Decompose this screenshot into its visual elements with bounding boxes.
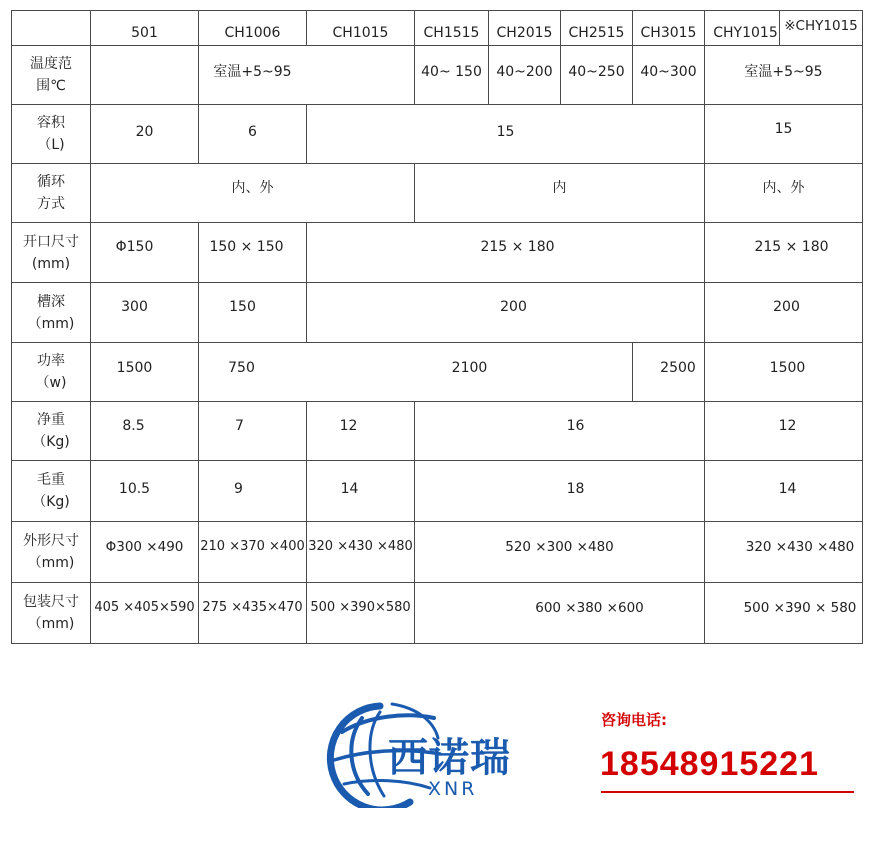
depth-501: 300 [121,299,148,315]
header-ch2515: CH2515 [568,25,625,41]
temp-room-left: 室温+5~95 [213,64,292,80]
gross-501: 10.5 [118,481,151,497]
header-ch1006: CH1006 [224,25,281,41]
header-ch2015: CH2015 [496,25,553,41]
label-gross-weight [12,461,90,521]
label-line: (mm) [31,255,71,272]
volume-right: 15 [774,121,793,137]
contact-phone[interactable]: 18548915221 [600,745,820,783]
brand-name-en: XNR [428,778,478,800]
temp-ch3015: 40~300 [640,64,697,80]
label-line: 外形尺寸 [23,533,79,549]
pack-mid: 600 ×380 ×600 [535,600,644,616]
net-right: 12 [778,418,797,434]
outer-mid: 520 ×300 ×480 [505,539,614,555]
gross-right: 14 [778,481,797,497]
outer-ch1006: 210 ×370 ×400 [200,539,305,554]
power-mid: 2100 [451,360,488,376]
label-line: （mm) [27,616,75,632]
opening-ch1006: 150 × 150 [209,239,284,255]
pack-right: 500 ×390 × 580 [743,600,857,616]
label-opening [12,223,90,282]
power-ch3015: 2500 [660,360,696,376]
label-line: （Kg) [32,494,70,510]
label-line: 包装尺寸 [23,594,79,610]
temp-room-right: 室温+5~95 [744,64,823,80]
label-line: 围℃ [36,78,66,94]
gross-ch1006: 9 [234,481,243,497]
outer-right: 320 ×430 ×480 [745,539,855,555]
phone-underline [601,791,854,793]
label-circulation [12,164,90,222]
label-line: （L) [37,137,65,153]
label-line: 槽深 [37,293,65,310]
label-line: （mm) [27,315,75,332]
header-ch1515: CH1515 [423,25,480,41]
label-power [12,343,90,401]
power-ch1006: 750 [228,360,255,376]
depth-right: 200 [773,299,800,315]
gross-ch1015: 14 [340,481,359,497]
circ-right: 内、外 [762,180,805,196]
outer-501: Φ300 ×490 [105,539,184,555]
label-line: （w) [35,375,67,391]
label-line: 容积 [37,115,65,131]
temp-ch2515: 40~250 [568,64,625,80]
label-line: 功率 [37,353,65,369]
label-net-weight [12,402,90,460]
header-ch1015: CH1015 [332,25,389,41]
label-line: 开口尺寸 [23,233,79,250]
contact-label: 咨询电话: [601,711,667,729]
opening-right: 215 × 180 [754,239,829,255]
net-501: 8.5 [122,418,145,434]
label-line: 方式 [37,196,65,212]
circ-mid: 内 [552,180,567,196]
gross-mid: 18 [566,481,585,497]
label-outer-size [12,522,90,582]
outer-ch1015: 320 ×430 ×480 [308,539,413,554]
label-line: （mm) [27,555,75,571]
label-line: 净重 [37,412,65,428]
header-note: ※CHY1015 [784,18,858,34]
label-volume [12,105,90,163]
net-mid: 16 [566,418,585,434]
label-line: 毛重 [37,472,65,488]
table-border-bottom [11,643,862,644]
pack-ch1006: 275 ×435×470 [202,600,303,615]
depth-mid: 200 [500,299,527,315]
volume-501: 20 [135,124,154,140]
header-chy1015: CHY1015 [713,25,778,41]
brand-logo [322,698,562,808]
pack-501: 405 ×405×590 [94,600,195,615]
label-temperature [12,46,90,104]
net-ch1015: 12 [339,418,358,434]
net-ch1006: 7 [235,418,244,434]
temp-ch2015: 40~200 [496,64,553,80]
power-501: 1500 [116,360,153,376]
depth-ch1006: 150 [229,299,256,315]
power-right: 1500 [769,360,806,376]
brand-name-cn: 西诺瑞 [388,735,511,781]
opening-501: Φ150 [115,239,154,255]
label-line: （Kg) [32,434,70,450]
header-501: 501 [131,25,158,41]
circ-left: 内、外 [231,180,274,196]
label-package-size [12,583,90,643]
header-ch3015: CH3015 [640,25,697,41]
pack-ch1015: 500 ×390×580 [310,600,411,615]
volume-ch1006: 6 [248,124,257,140]
label-line: 温度范 [30,56,72,72]
label-depth [12,283,90,342]
volume-mid: 15 [496,124,515,140]
temp-ch1515: 40~ 150 [421,64,482,80]
opening-mid: 215 × 180 [480,239,555,255]
label-line: 循环 [37,174,65,190]
